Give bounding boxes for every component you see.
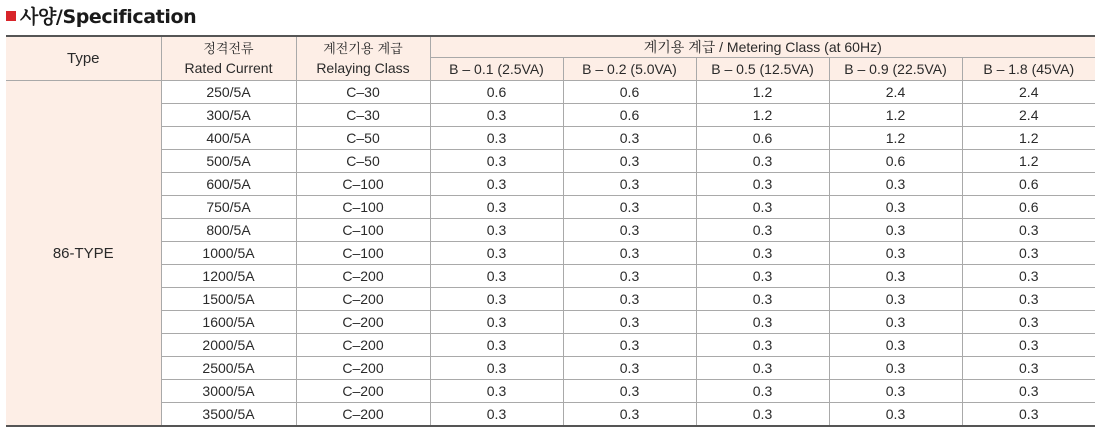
metering-value-cell: 0.3 xyxy=(563,173,696,196)
rated-current-cell: 300/5A xyxy=(161,104,296,127)
metering-value-cell: 0.3 xyxy=(962,311,1095,334)
metering-value-cell: 0.3 xyxy=(563,150,696,173)
relaying-class-cell: C–200 xyxy=(296,311,430,334)
metering-value-cell: 0.3 xyxy=(430,403,563,427)
metering-value-cell: 0.3 xyxy=(962,288,1095,311)
metering-value-cell: 0.3 xyxy=(563,334,696,357)
metering-value-cell: 0.3 xyxy=(962,403,1095,427)
metering-value-cell: 1.2 xyxy=(962,127,1095,150)
metering-value-cell: 0.6 xyxy=(696,127,829,150)
table-row xyxy=(6,357,1095,380)
relaying-class-cell: C–200 xyxy=(296,403,430,427)
metering-value-cell: 0.6 xyxy=(962,173,1095,196)
header-relaying-en: Relaying Class xyxy=(316,59,410,76)
header-metering-col: B – 0.2 (5.0VA) xyxy=(563,58,696,81)
metering-value-cell: 0.3 xyxy=(430,173,563,196)
metering-value-cell: 0.3 xyxy=(430,127,563,150)
metering-value-cell: 0.3 xyxy=(696,196,829,219)
header-rated-current-en: Rated Current xyxy=(184,59,273,76)
metering-value-cell: 1.2 xyxy=(962,150,1095,173)
table-row xyxy=(6,311,1095,334)
metering-value-cell: 0.3 xyxy=(430,334,563,357)
table-row xyxy=(6,127,1095,150)
metering-value-cell: 0.3 xyxy=(829,288,962,311)
square-bullet-icon xyxy=(6,11,16,21)
metering-value-cell: 2.4 xyxy=(962,104,1095,127)
relaying-class-cell: C–30 xyxy=(296,81,430,104)
specification-table xyxy=(6,35,1095,427)
metering-value-cell: 1.2 xyxy=(829,104,962,127)
header-rated-current-kr: 정격전류 xyxy=(203,41,254,57)
header-metering-col: B – 0.5 (12.5VA) xyxy=(696,58,829,81)
metering-value-cell: 0.3 xyxy=(829,219,962,242)
header-rated-current xyxy=(161,36,296,81)
header-relaying-kr: 계전기용 계급 xyxy=(323,41,403,57)
metering-value-cell: 0.3 xyxy=(563,196,696,219)
metering-value-cell: 0.3 xyxy=(829,380,962,403)
table-row xyxy=(6,150,1095,173)
rated-current-cell: 2000/5A xyxy=(161,334,296,357)
rated-current-cell: 400/5A xyxy=(161,127,296,150)
metering-value-cell: 0.3 xyxy=(962,380,1095,403)
header-metering-class: 계기용 계급 / Metering Class (at 60Hz) xyxy=(430,36,1095,58)
relaying-class-cell: C–200 xyxy=(296,334,430,357)
header-metering-col: B – 0.9 (22.5VA) xyxy=(829,58,962,81)
relaying-class-cell: C–200 xyxy=(296,265,430,288)
metering-value-cell: 0.3 xyxy=(696,311,829,334)
header-metering-col: B – 0.1 (2.5VA) xyxy=(430,58,563,81)
metering-value-cell: 0.3 xyxy=(430,357,563,380)
metering-value-cell: 0.6 xyxy=(962,196,1095,219)
metering-value-cell: 0.3 xyxy=(563,403,696,427)
metering-value-cell: 0.3 xyxy=(696,150,829,173)
metering-value-cell: 0.3 xyxy=(563,219,696,242)
rated-current-cell: 3500/5A xyxy=(161,403,296,427)
table-row xyxy=(6,196,1095,219)
metering-value-cell: 0.3 xyxy=(696,173,829,196)
rated-current-cell: 1500/5A xyxy=(161,288,296,311)
metering-value-cell: 0.3 xyxy=(829,196,962,219)
metering-value-cell: 0.3 xyxy=(829,242,962,265)
relaying-class-cell: C–50 xyxy=(296,127,430,150)
rated-current-cell: 750/5A xyxy=(161,196,296,219)
header-type: Type xyxy=(6,36,161,81)
rated-current-cell: 1600/5A xyxy=(161,311,296,334)
metering-value-cell: 0.3 xyxy=(430,104,563,127)
metering-value-cell: 0.3 xyxy=(829,173,962,196)
relaying-class-cell: C–100 xyxy=(296,173,430,196)
metering-value-cell: 1.2 xyxy=(696,81,829,104)
rated-current-cell: 250/5A xyxy=(161,81,296,104)
section-title xyxy=(6,2,196,28)
metering-value-cell: 0.3 xyxy=(829,403,962,427)
metering-value-cell: 0.3 xyxy=(962,242,1095,265)
relaying-class-cell: C–30 xyxy=(296,104,430,127)
rated-current-cell: 3000/5A xyxy=(161,380,296,403)
metering-value-cell: 0.3 xyxy=(430,380,563,403)
relaying-class-cell: C–200 xyxy=(296,288,430,311)
metering-value-cell: 0.3 xyxy=(829,357,962,380)
table-row xyxy=(6,104,1095,127)
metering-value-cell: 0.3 xyxy=(430,150,563,173)
table-row xyxy=(6,219,1095,242)
metering-value-cell: 0.3 xyxy=(563,357,696,380)
relaying-class-cell: C–200 xyxy=(296,357,430,380)
metering-value-cell: 0.3 xyxy=(696,265,829,288)
header-metering-col: B – 1.8 (45VA) xyxy=(962,58,1095,81)
metering-value-cell: 0.3 xyxy=(696,380,829,403)
metering-value-cell: 0.6 xyxy=(829,150,962,173)
rated-current-cell: 1000/5A xyxy=(161,242,296,265)
metering-value-cell: 1.2 xyxy=(696,104,829,127)
metering-value-cell: 0.3 xyxy=(696,334,829,357)
metering-value-cell: 0.3 xyxy=(696,242,829,265)
relaying-class-cell: C–100 xyxy=(296,242,430,265)
table-row xyxy=(6,403,1095,427)
table-row xyxy=(6,242,1095,265)
metering-value-cell: 0.3 xyxy=(430,288,563,311)
page-title: 사양/Specification xyxy=(20,5,197,28)
table-row xyxy=(6,265,1095,288)
relaying-class-cell: C–50 xyxy=(296,150,430,173)
relaying-class-cell: C–100 xyxy=(296,196,430,219)
rated-current-cell: 2500/5A xyxy=(161,357,296,380)
metering-value-cell: 0.6 xyxy=(563,81,696,104)
metering-value-cell: 0.6 xyxy=(563,104,696,127)
metering-value-cell: 0.3 xyxy=(430,265,563,288)
table-row xyxy=(6,81,1095,104)
metering-value-cell: 0.3 xyxy=(696,403,829,427)
rated-current-cell: 600/5A xyxy=(161,173,296,196)
table-row xyxy=(6,288,1095,311)
relaying-class-cell: C–200 xyxy=(296,380,430,403)
metering-value-cell: 0.3 xyxy=(563,311,696,334)
metering-value-cell: 0.3 xyxy=(430,311,563,334)
metering-value-cell: 0.3 xyxy=(962,334,1095,357)
metering-value-cell: 0.3 xyxy=(829,334,962,357)
metering-value-cell: 0.3 xyxy=(962,357,1095,380)
metering-value-cell: 0.3 xyxy=(563,242,696,265)
metering-value-cell: 1.2 xyxy=(829,127,962,150)
metering-value-cell: 2.4 xyxy=(829,81,962,104)
metering-value-cell: 0.3 xyxy=(696,219,829,242)
metering-value-cell: 0.3 xyxy=(430,219,563,242)
table-row xyxy=(6,173,1095,196)
metering-value-cell: 0.3 xyxy=(563,127,696,150)
metering-value-cell: 0.3 xyxy=(962,219,1095,242)
metering-value-cell: 0.6 xyxy=(430,81,563,104)
metering-value-cell: 0.3 xyxy=(829,311,962,334)
rated-current-cell: 500/5A xyxy=(161,150,296,173)
table-row xyxy=(6,334,1095,357)
metering-value-cell: 0.3 xyxy=(696,288,829,311)
rated-current-cell: 800/5A xyxy=(161,219,296,242)
metering-value-cell: 0.3 xyxy=(563,380,696,403)
metering-value-cell: 0.3 xyxy=(696,357,829,380)
metering-value-cell: 0.3 xyxy=(829,265,962,288)
relaying-class-cell: C–100 xyxy=(296,219,430,242)
metering-value-cell: 0.3 xyxy=(563,265,696,288)
metering-value-cell: 2.4 xyxy=(962,81,1095,104)
metering-value-cell: 0.3 xyxy=(962,265,1095,288)
metering-value-cell: 0.3 xyxy=(430,196,563,219)
rated-current-cell: 1200/5A xyxy=(161,265,296,288)
metering-value-cell: 0.3 xyxy=(563,288,696,311)
type-cell: 86-TYPE xyxy=(6,81,161,427)
metering-value-cell: 0.3 xyxy=(430,242,563,265)
table-row xyxy=(6,380,1095,403)
header-relaying-class xyxy=(296,36,430,81)
